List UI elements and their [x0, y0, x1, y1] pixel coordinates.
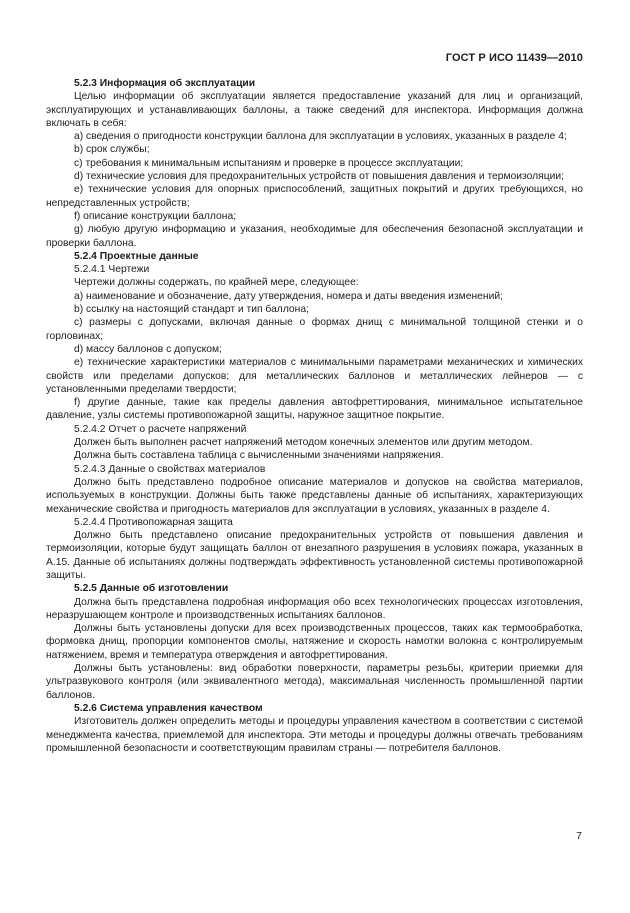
paragraph: a) наименование и обозначение, дату утверждения, номера и даты введения изменений;: [74, 290, 503, 302]
paragraph: d) массу баллонов с допуском;: [74, 343, 222, 355]
paragraph: f) другие данные, такие как пределы давления автофреттирования, минимальное испытательное давление, узлы системы противопожарной защиты, наружное защитное покрытие.: [46, 397, 583, 422]
page-number: 7: [576, 830, 582, 842]
paragraph: Изготовитель должен определить методы и процедуры управления качеством в соответствии с системой менеджмента качества, приемлемой для инспектора. Эти методы и процедуры должны отвечать требованиям промышленной безопасности и соответствующим правилам страны — потребителя баллонов.: [46, 716, 583, 754]
section-heading: 5.2.3 Информация об эксплуатации: [74, 78, 256, 89]
paragraph: b) ссылку на настоящий стандарт и тип баллона;: [74, 304, 309, 316]
paragraph: f) описание конструкции баллона;: [74, 210, 237, 222]
paragraph: Целью информации об эксплуатации является предоставление указаний для лиц и организаций, эксплуатирующих и устанавливающих баллоны, а также сведений для инспектора. Информация должна включать в себя:: [46, 91, 583, 129]
paragraph: a) сведения о пригодности конструкции баллона для эксплуатации в условиях, указанных в разделе 4;: [74, 131, 567, 143]
paragraph: 5.2.4.1 Чертежи: [74, 264, 150, 276]
paragraph: c) требования к минимальным испытаниям и проверке в процессе эксплуатации;: [74, 157, 464, 169]
paragraph: 5.2.4.4 Противопожарная защита: [74, 516, 233, 528]
paragraph: Должен быть выполнен расчет напряжений методом конечных элементов или другим методом.: [74, 437, 533, 449]
paragraph: Должна быть представлена подробная информация обо всех технологических процессах изготовления, неразрушающем контроле и производственных испытаниях баллонов.: [46, 596, 583, 621]
paragraph: 5.2.4.3 Данные о свойствах материалов: [74, 463, 266, 475]
section-heading: 5.2.4 Проектные данные: [74, 250, 199, 262]
paragraph: Должна быть составлена таблица с вычисленными значениями напряжения.: [74, 450, 444, 462]
section-heading: 5.2.6 Система управления качеством: [74, 702, 263, 714]
section-heading: 5.2.5 Данные об изготовлении: [74, 583, 229, 595]
paragraph: c) размеры с допусками, включая данные о формах днищ с минимальной толщиной стенки и о горловинах;: [46, 317, 583, 342]
paragraph: Должны быть установлены: вид обработки поверхности, параметры резьбы, критерии приемки для ультразвукового контроля (или эквивалентного метода), максимальная численность промышленной партии баллонов.: [46, 663, 583, 701]
paragraph: b) срок службы;: [74, 144, 150, 156]
paragraph: Чертежи должны содержать, по крайней мере, следующее:: [74, 277, 359, 289]
document-body: [46, 77, 583, 755]
paragraph: Должны быть установлены допуски для всех производственных процессов, таких как термообработка, формовка днищ, пропорции компонентов смолы, натяжение и скорость намотки волокна с контролируемым натяжением, время и температура отверждения и автофреттирования.: [46, 623, 583, 661]
paragraph: Должно быть представлено подробное описание материалов и допусков на свойства материалов, используемых в конструкции. Должны быть также представлены данные об испытаниях, характеризующих механические свойства и пригодность материалов для эксплуатации в условиях, указанных в разделе 4.: [46, 476, 583, 515]
paragraph: d) технические условия для предохранительных устройств от повышения давления и термоизоляции;: [74, 171, 565, 183]
paragraph: g) любую другую информацию и указания, необходимые для обеспечения безопасной эксплуатации и проверки баллона.: [46, 224, 583, 249]
paragraph: e) технические условия для опорных приспособлений, защитных покрытий и других требующихся, но непредставленных устройств;: [46, 184, 583, 209]
document-code-header: ГОСТ Р ИСО 11439—2010: [445, 52, 583, 64]
paragraph: 5.2.4.2 Отчет о расчете напряжений: [74, 423, 247, 435]
paragraph: e) технические характеристики материалов с минимальными параметрами механических и химических свойств или пределами допусков; для металлических баллонов и металлических лейнеров — с установленными пределами твердости;: [46, 357, 583, 395]
paragraph: Должно быть представлено описание предохранительных устройств от повышения давления и термоизоляции, которые будут защищать баллон от внезапного разрушения в условиях пожара, указанных в А.15. Данные об испытаниях должны подтверждать эффективность установленной системы противопожарной защиты.: [46, 530, 583, 581]
